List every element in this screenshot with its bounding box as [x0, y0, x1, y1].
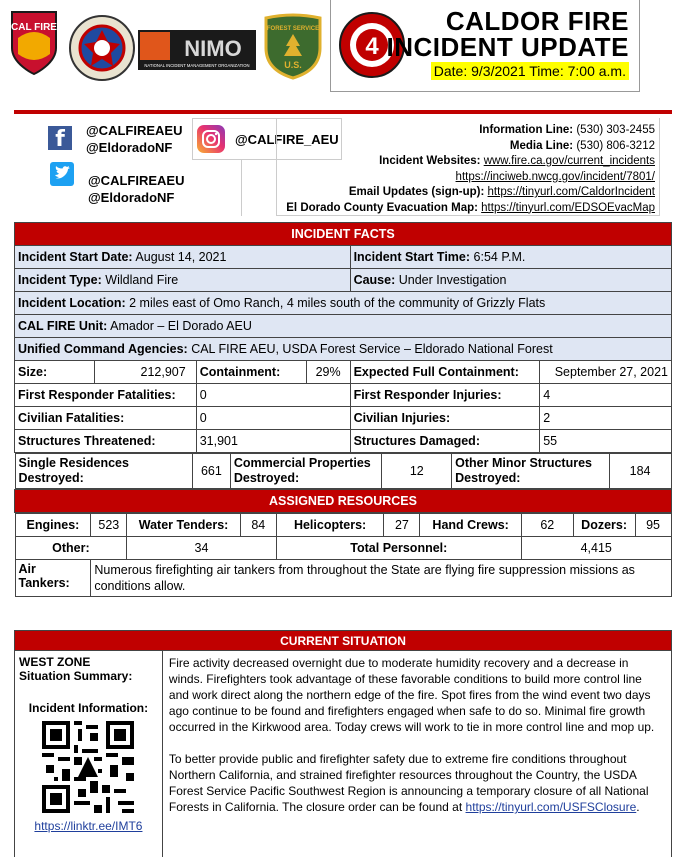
qr-code[interactable]: [42, 721, 134, 813]
twitter-handle-eldorado[interactable]: @EldoradoNF: [88, 190, 175, 205]
incident-information-label: Incident Information:: [28, 701, 149, 715]
containment-label: Containment:: [196, 361, 306, 384]
civilian-injuries-label: Civilian Injuries:: [350, 407, 540, 430]
start-date-value: August 14, 2021: [135, 250, 227, 264]
incident-type-cell: [15, 269, 351, 292]
expected-containment-label: Expected Full Containment:: [350, 361, 540, 384]
evacuation-map-label: El Dorado County Evacuation Map:: [286, 201, 478, 214]
calfire-website-link[interactable]: www.fire.ca.gov/current_incidents: [483, 155, 655, 167]
media-line-value: (530) 806-3212: [576, 139, 655, 152]
current-situation-table: [14, 630, 672, 857]
situation-summary-text: [162, 651, 671, 857]
incident-type-label: Incident Type:: [18, 273, 102, 287]
water-tenders-value: 84: [240, 514, 276, 537]
dozers-label: Dozers:: [573, 514, 635, 537]
commercial-properties-value: 12: [382, 454, 452, 489]
fr-fatalities-label: First Responder Fatalities:: [15, 384, 197, 407]
header-divider: [14, 110, 672, 114]
information-line-label: Information Line:: [479, 124, 574, 136]
linktree-link[interactable]: https://linktr.ee/IMT6: [34, 819, 143, 833]
fr-fatalities-value: 0: [196, 384, 350, 407]
nimo-logo-text: NIMO: [184, 36, 242, 61]
facebook-icon[interactable]: f: [48, 126, 72, 150]
current-situation-heading: CURRENT SITUATION: [15, 631, 672, 651]
minor-structures-value: 184: [609, 454, 671, 489]
single-residences-label-line1: Single Residences: [18, 456, 129, 470]
closure-text: To better provide public and firefighter safety due to extreme fire conditions throughout Northern California, and strained firefighter resources throughout the Country, the USDA Forest Service Pacific Southwest Region is announcing a temporary closure of all National Forests in California. The closure order can be found at: [168, 752, 649, 814]
incident-facts-heading: INCIDENT FACTS: [15, 223, 672, 246]
twitter-handle-calfire[interactable]: @CALFIREAEU: [88, 173, 185, 188]
start-time-label: Incident Start Time:: [353, 250, 471, 264]
instagram-handle[interactable]: @CALFIRE_AEU: [235, 132, 339, 147]
other-resources-value: 34: [127, 537, 276, 560]
incident-type-value: Wildland Fire: [105, 273, 179, 287]
twitter-icon[interactable]: [50, 162, 74, 186]
fr-injuries-value: 4: [540, 384, 672, 407]
incident-websites-label: Incident Websites:: [379, 155, 481, 167]
single-residences-value: 661: [192, 454, 230, 489]
usfs-logo: [262, 12, 324, 85]
instagram-icon[interactable]: [197, 125, 225, 153]
containment-value: 29%: [306, 361, 350, 384]
incident-location-cell: [15, 292, 672, 315]
other-resources-label: Other:: [15, 537, 127, 560]
information-line-value: (530) 303-2455: [576, 124, 655, 136]
media-line-row: [277, 139, 655, 155]
engines-value: 523: [91, 514, 127, 537]
commercial-properties-label-line2: Destroyed:: [233, 471, 300, 485]
incident-location-label: Incident Location:: [18, 296, 126, 310]
helicopters-label: Helicopters:: [276, 514, 384, 537]
start-date-cell: [15, 246, 351, 269]
information-line-row: [277, 123, 655, 139]
fire-name-title: CALDOR FIRE: [445, 6, 629, 36]
air-tankers-label: Air Tankers:: [15, 560, 91, 597]
civilian-injuries-value: 2: [540, 407, 672, 430]
situation-sidebar: [15, 651, 163, 857]
minor-structures-label-line2: Destroyed:: [455, 471, 521, 485]
inciweb-link[interactable]: https://inciweb.nwcg.gov/incident/7801/: [455, 170, 655, 183]
hand-crews-value: 62: [521, 514, 573, 537]
evacuation-map-link[interactable]: https://tinyurl.com/EDSOEvacMap: [481, 201, 655, 214]
hand-crews-label: Hand Crews:: [420, 514, 522, 537]
calfire-logo: [8, 8, 60, 83]
expected-containment-value: September 27, 2021: [540, 361, 672, 384]
incident-websites-row: [277, 154, 655, 170]
date-time-banner: Date: 9/3/2021 Time: 7:00 a.m.: [431, 62, 629, 80]
air-tankers-value: Numerous firefighting air tankers from throughout the State are flying fire suppression missions as conditions allow.: [91, 560, 671, 597]
civilian-fatalities-label: Civilian Fatalities:: [15, 407, 197, 430]
structures-damaged-value: 55: [540, 430, 672, 453]
usfs-logo-us: U.S.: [284, 60, 302, 70]
cause-label: Cause:: [353, 273, 396, 287]
incident-facts-table: [14, 222, 672, 597]
usfs-logo-text: FOREST SERVICE: [266, 26, 320, 32]
email-updates-link[interactable]: https://tinyurl.com/CaldorIncident: [487, 186, 655, 198]
structures-threatened-value: 31,901: [196, 430, 350, 453]
size-value: 212,907: [94, 361, 196, 384]
unified-command-cell: [15, 338, 672, 361]
calfire-unit-cell: [15, 315, 672, 338]
west-zone-label: WEST ZONE: [19, 655, 91, 669]
minor-structures-label-line1: Other Minor Structures: [455, 456, 592, 470]
email-updates-row: [277, 185, 655, 201]
civilian-fatalities-value: 0: [196, 407, 350, 430]
single-residences-label: [15, 454, 192, 489]
commercial-properties-label-line1: Commercial Properties: [233, 456, 371, 470]
structures-threatened-label: Structures Threatened:: [15, 430, 197, 453]
incident-location-value: 2 miles east of Omo Ranch, 4 miles south of the community of Grizzly Flats: [129, 296, 546, 310]
nimo-logo: [138, 30, 256, 75]
dozers-value: 95: [635, 514, 671, 537]
team6-logo: [68, 14, 136, 87]
engines-label: Engines:: [15, 514, 91, 537]
closure-order-link[interactable]: https://tinyurl.com/USFSClosure: [465, 800, 637, 814]
start-date-label: Incident Start Date:: [18, 250, 133, 264]
minor-structures-label: [452, 454, 610, 489]
total-personnel-value: 4,415: [521, 537, 671, 560]
assigned-resources-heading: ASSIGNED RESOURCES: [15, 490, 672, 513]
calfire-unit-label: CAL FIRE Unit:: [18, 319, 108, 333]
nimo-logo-subtext: NATIONAL INCIDENT MANAGEMENT ORGANIZATION: [144, 63, 250, 68]
closure-period: .: [636, 800, 640, 814]
situation-paragraph-2: [169, 751, 663, 815]
start-time-cell: [350, 246, 671, 269]
water-tenders-label: Water Tenders:: [127, 514, 241, 537]
start-time-value: 6:54 P.M.: [473, 250, 526, 264]
incident-update-title: INCIDENT UPDATE: [386, 32, 629, 62]
total-personnel-label: Total Personnel:: [276, 537, 521, 560]
single-residences-label-line2: Destroyed:: [18, 471, 84, 485]
facebook-handle-eldorado[interactable]: @EldoradoNF: [86, 140, 173, 155]
evacuation-map-row: [277, 201, 655, 217]
destroyed-structures-table: [15, 453, 672, 489]
facebook-handle-calfire[interactable]: @CALFIREAEU: [86, 123, 183, 138]
commercial-properties-label: [230, 454, 382, 489]
fr-injuries-label: First Responder Injuries:: [350, 384, 540, 407]
calfire-logo-text: CAL FIRE: [11, 22, 57, 33]
email-updates-label: Email Updates (sign-up):: [348, 186, 485, 198]
cause-cell: [350, 269, 671, 292]
unified-command-label: Unified Command Agencies:: [18, 342, 188, 356]
situation-summary-label: Situation Summary:: [19, 669, 133, 683]
situation-paragraph-1: Fire activity decreased overnight due to moderate humidity recovery and a decrease in winds. Firefighters took advantage of these favorable conditions to build more control line and work direct along the northern edge of the fire. Spot fires from the wind event two days ago continue to be found and firefighters engaged when safe to do so. Minimal fire growth occurred in the Kirkwood area. Today crews will work to tie in more control line and mop up.: [168, 656, 655, 734]
cause-value: Under Investigation: [398, 273, 507, 287]
contact-info-block: [276, 118, 660, 216]
unified-command-value: CAL FIRE AEU, USDA Forest Service – Eldorado National Forest: [191, 342, 553, 356]
imt4-logo-number: 4: [365, 33, 379, 60]
resources-table: [15, 513, 672, 597]
size-label: Size:: [15, 361, 95, 384]
media-line-label: Media Line:: [509, 139, 574, 152]
calfire-unit-value: Amador – El Dorado AEU: [110, 319, 252, 333]
title-box: [330, 0, 640, 92]
helicopters-value: 27: [384, 514, 420, 537]
structures-damaged-label: Structures Damaged:: [350, 430, 540, 453]
